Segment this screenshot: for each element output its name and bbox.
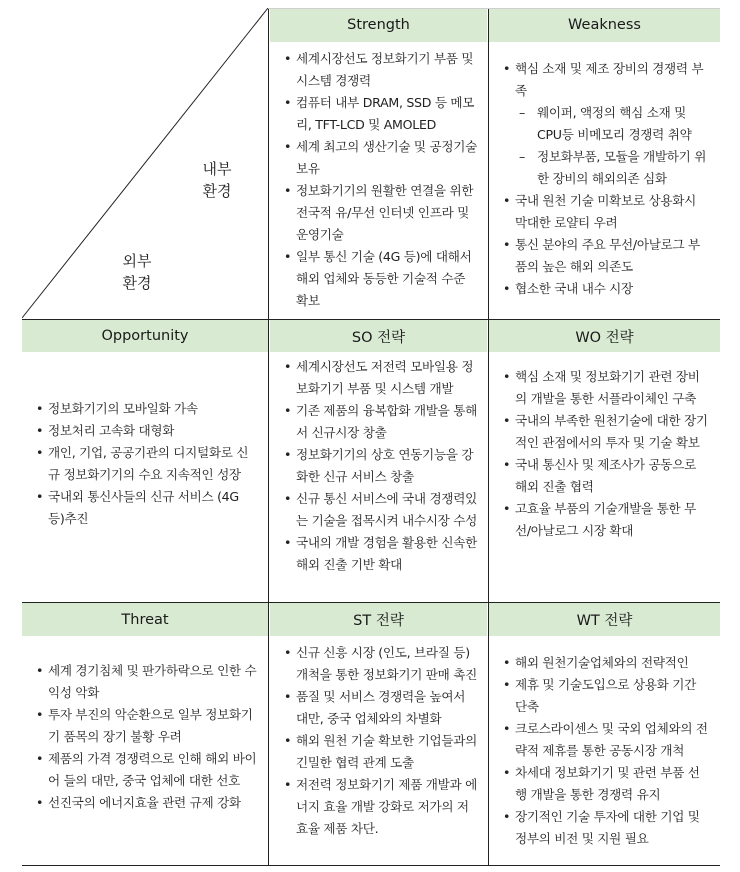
list-item: • 장기적인 기술 투자에 대한 기업 및 정부의 비전 및 지원 필요 [503,806,710,850]
divider-h-1 [22,319,720,320]
list-item: • 세계 최고의 생산기술 및 공정기술 보유 [284,136,477,180]
opportunity-header: Opportunity [22,320,268,352]
list-item: • 신규 신흥 시장 (인도, 브라질 등) 개척을 통한 정보화기기 판매 촉진 [284,642,477,686]
st-body [270,642,487,864]
list-item: • 개인, 기업, 공공기관의 디지털화로 신규 정보화기기의 수요 지속적인 성장 [36,442,258,486]
list-item: • 국내의 개발 경험을 활용한 신속한 해외 진출 기반 확대 [284,532,477,576]
strength-body [270,48,487,318]
weakness-header: Weakness [489,8,720,42]
list-item: • 품질 및 서비스 경쟁력을 높여서 대만, 중국 업체와의 차별화 [284,686,477,730]
list-item: • 세계 경기침체 및 판가하락으로 인한 수익성 악화 [36,660,258,704]
list-item: • 협소한 국내 내수 시장 [503,278,710,300]
divider-h-top [268,8,720,9]
opportunity-list [36,398,258,530]
list-item: • 정보처리 고속화 대형화 [36,420,258,442]
list-item: – 정보화부품, 모듈을 개발하기 위한 장비의 해외의존 심화 [503,146,710,190]
list-item: • 제품의 가격 경쟁력으로 인해 해외 바이어 들의 대만, 중국 업체에 대한 선호 [36,748,258,792]
st-list [284,642,477,840]
list-item: • 통신 분야의 주요 무선/아날로그 부품의 높은 해외 의존도 [503,234,710,278]
internal-env-line2: 환경 [202,182,232,200]
strength-list [284,48,477,312]
list-item: • 핵심 소재 및 제조 장비의 경쟁력 부족 [503,58,710,102]
list-item: • 선진국의 에너지효율 관련 규제 강화 [36,792,258,814]
list-item: • 해외 원천 기술 확보한 기업들과의 긴밀한 협력 관계 도출 [284,730,477,774]
list-item: • 일부 통신 기술 (4G 등)에 대해서 해외 업체와 동등한 기술적 수준 확보 [284,246,477,312]
so-list [284,356,477,576]
wt-body [489,652,720,864]
st-header: ST 전략 [270,603,487,636]
external-env-label [102,250,172,294]
list-item: • 국내 원천 기술 미확보로 상용화시 막대한 로얄티 우려 [503,190,710,234]
list-item: • 국내 통신사 및 제조사가 공동으로 해외 진출 협력 [503,454,710,498]
wo-body [489,366,720,600]
weakness-list [503,58,710,300]
list-item: • 신규 통신 서비스에 국내 경쟁력있는 기술을 접목시켜 내수시장 수성 [284,488,477,532]
weakness-body [489,58,720,318]
threat-header: Threat [22,603,268,636]
list-item: • 고효율 부품의 기술개발을 통한 무선/아날로그 시장 확대 [503,498,710,542]
list-item: • 세계시장선도 정보화기기 부품 및 시스템 경쟁력 [284,48,477,92]
list-item: • 제휴 및 기술도입으로 상용화 기간 단축 [503,674,710,718]
divider-v-1 [268,8,269,866]
divider-h-2 [22,602,720,603]
list-item: • 정보화기기의 모바일화 가속 [36,398,258,420]
corner-cell [22,8,268,320]
list-item: • 국내외 통신사들의 신규 서비스 (4G 등)추진 [36,486,258,530]
external-env-line1: 외부 [122,252,152,270]
list-item: • 기존 제품의 융복합화 개발을 통해서 신규시장 창출 [284,400,477,444]
list-item: • 핵심 소재 및 정보화기기 관련 장비의 개발을 통한 서플라이체인 구축 [503,366,710,410]
so-header: SO 전략 [270,320,487,352]
divider-v-2 [488,8,489,866]
external-env-line2: 환경 [122,274,152,292]
divider-h-bottom [22,865,720,866]
list-item: • 투자 부진의 악순환으로 일부 정보화기기 품목의 장기 불황 우려 [36,704,258,748]
list-item: • 저전력 정보화기기 제품 개발과 에너지 효율 개발 강화로 저가의 저효율 제품 차단. [284,774,477,840]
list-item: • 국내의 부족한 원천기술에 대한 장기적인 관점에서의 투자 및 기술 확보 [503,410,710,454]
internal-env-label [182,158,252,202]
strength-header: Strength [270,8,487,42]
wt-header: WT 전략 [489,603,720,636]
list-item: • 크로스라이센스 및 국외 업체와의 전략적 제휴를 통한 공동시장 개척 [503,718,710,762]
wt-list [503,652,710,850]
list-item: • 세계시장선도 저전력 모바일용 정보화기기 부품 및 시스템 개발 [284,356,477,400]
list-item: • 차세대 정보화기기 및 관련 부품 선행 개발을 통한 경쟁력 유지 [503,762,710,806]
so-body [270,356,487,600]
wo-header: WO 전략 [489,320,720,352]
threat-list [36,660,258,814]
list-item: • 해외 원천기술업체와의 전략적인 [503,652,710,674]
list-item: • 컴퓨터 내부 DRAM, SSD 등 메모리, TFT-LCD 및 AMOLED [284,92,477,136]
list-item: • 정보화기기의 원활한 연결을 위한 전국적 유/무선 인터넷 인프라 및 운영기술 [284,180,477,246]
threat-body [22,660,268,860]
wo-list [503,366,710,542]
list-item: – 웨이퍼, 액정의 핵심 소재 및 CPU등 비메모리 경쟁력 취약 [503,102,710,146]
list-item: • 정보화기기의 상호 연동기능을 강화한 신규 서비스 창출 [284,444,477,488]
opportunity-body [22,398,268,598]
internal-env-line1: 내부 [202,160,232,178]
